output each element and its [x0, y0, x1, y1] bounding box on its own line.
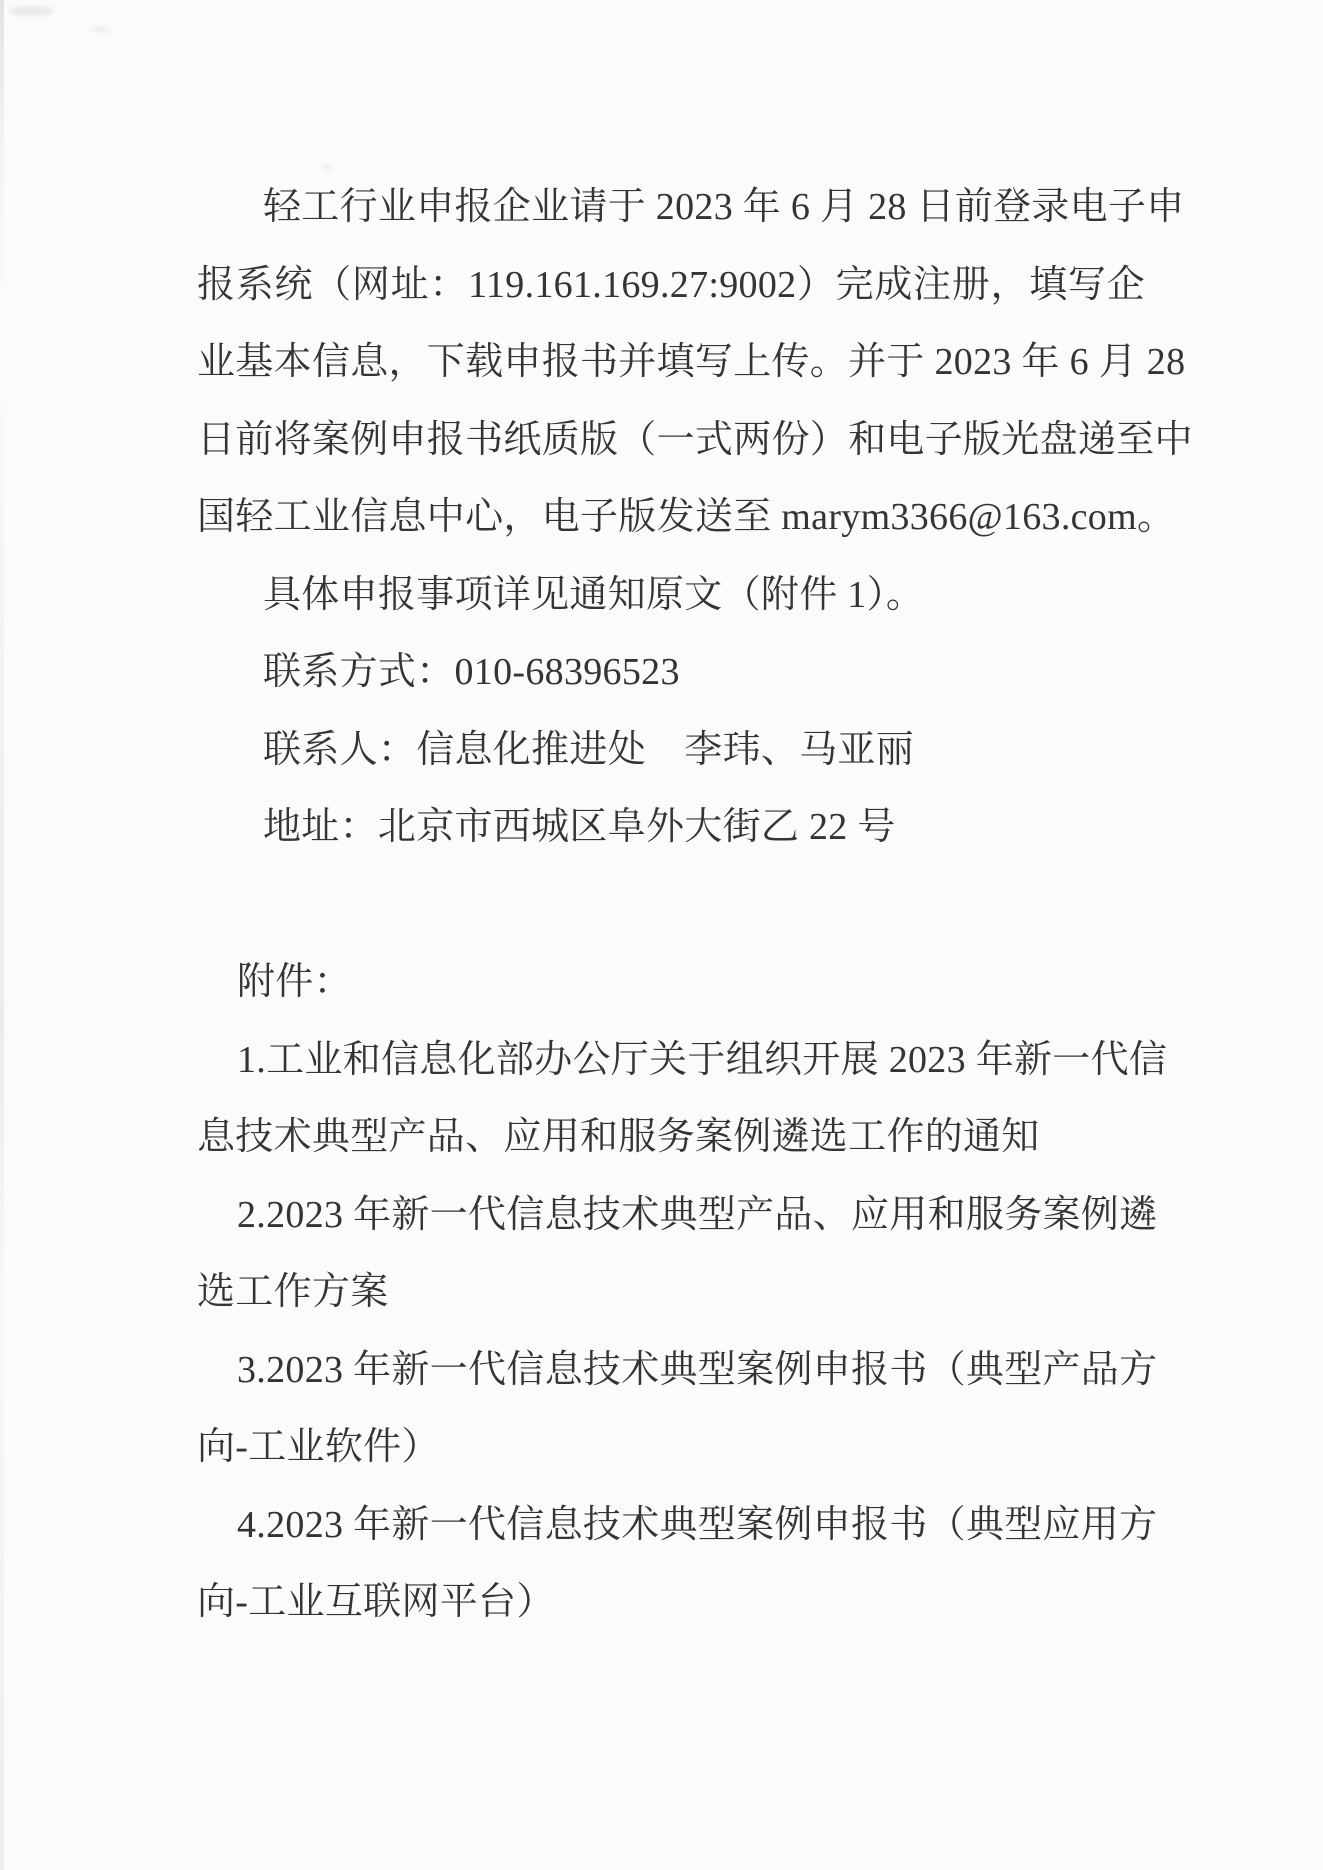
- text-line: 1.工业和信息化部办公厅关于组织开展 2023 年新一代信: [237, 1038, 1168, 1081]
- text-line: 3.2023 年新一代信息技术典型案例申报书（典型产品方: [237, 1348, 1158, 1391]
- scan-edge-artifact: [0, 0, 4, 1870]
- text-line: 地址：北京市西城区阜外大街乙 22 号: [263, 806, 896, 848]
- text-line: 向-工业互联网平台）: [197, 1581, 555, 1623]
- text-line: 联系人：信息化推进处 李玮、马亚丽: [263, 728, 915, 771]
- text-line: 联系方式：010-68396523: [263, 651, 680, 693]
- text-line: 选工作方案: [197, 1271, 389, 1313]
- text-line: 日前将案例申报书纸质版（一式两份）和电子版光盘递至中: [197, 418, 1193, 461]
- text-line: [197, 867, 1145, 945]
- text-line: 业基本信息，下载申报书并填写上传。并于 2023 年 6 月 28: [197, 341, 1186, 383]
- text-line: 轻工行业申报企业请于 2023 年 6 月 28 日前登录电子申: [263, 186, 1185, 228]
- text-line: 报系统（网址：119.161.169.27:9002）完成注册，填写企: [197, 263, 1145, 306]
- scan-smudge: [92, 26, 110, 33]
- text-line: 息技术典型产品、应用和服务案例遴选工作的通知: [197, 1116, 1040, 1158]
- document-text-block: [197, 169, 1193, 1642]
- text-line: 国轻工业信息中心，电子版发送至 marym3366@163.com。: [197, 496, 1176, 538]
- text-line: 2.2023 年新一代信息技术典型产品、应用和服务案例遴: [237, 1193, 1158, 1236]
- text-line: 4.2023 年新一代信息技术典型案例申报书（典型应用方: [237, 1503, 1158, 1546]
- scan-smudge: [8, 6, 54, 16]
- text-line: 附件：: [237, 961, 352, 1003]
- text-line: 向-工业软件）: [197, 1426, 440, 1468]
- text-line: 具体申报事项详见通知原文（附件 1）。: [263, 573, 925, 616]
